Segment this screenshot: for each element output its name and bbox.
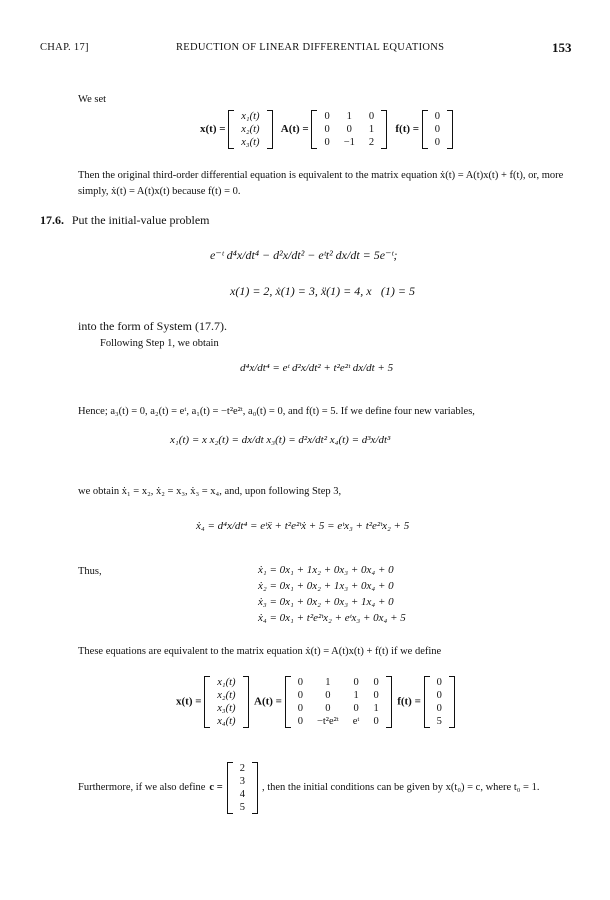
A-label: A(t) = <box>280 123 309 136</box>
page-number: 153 <box>552 40 572 55</box>
x-label: x(t) = <box>200 123 226 136</box>
hence-text: Hence; a₃(t) = 0, a₂(t) = eᵗ, a₁(t) = −t²e²ᵗ, a₀(t) = 0, and f(t) = 5. If we define four new variables, <box>78 406 475 417</box>
f-entry: 0 <box>436 703 442 714</box>
f-entry: 5 <box>436 716 442 727</box>
system-line: ẋ₄ = 0x₁ + t²e²ᵗx₂ + eᵗx₃ + 0x₄ + 5 <box>258 612 406 624</box>
x-entry: x₂(t) <box>241 124 260 135</box>
system-line: ẋ₂ = 0x₁ + 0x₂ + 1x₃ + 0x₄ + 0 <box>258 580 394 592</box>
A-entry: −t²e²ᵗ <box>316 716 339 727</box>
A-entry: 0 <box>324 124 330 135</box>
problem-ode: e⁻ᵗ d⁴x/dt⁴ − d²x/dt² − eᵗt² dx/dt = 5e⁻ᵗ; <box>210 248 398 262</box>
x4-dot-equation: ẋ₄ = d⁴x/dt⁴ = eᵗẍ + t²e²ᵗẋ + 5 = eᵗx₃ + t²e²ᵗx₂ + 5 <box>196 520 410 532</box>
new-variables: x₁(t) = x x₂(t) = dx/dt x₃(t) = d²x/dt² x₄(t) = d³x/dt³ <box>170 434 391 446</box>
problem-number: 17.6. <box>40 213 64 227</box>
f-entry: 0 <box>434 111 441 122</box>
furthermore-text: Furthermore, if we also define <box>78 782 206 793</box>
first-matrix-definitions <box>200 110 453 149</box>
running-head-title: REDUCTION OF LINEAR DIFFERENTIAL EQUATIONS <box>176 42 445 53</box>
A-entry: −1 <box>343 137 355 148</box>
x-entry: x₁(t) <box>217 677 236 688</box>
A-entry: 0 <box>373 690 379 701</box>
thus-text: Thus, <box>78 566 102 577</box>
into-form-text: into the form of System (17.7). <box>78 319 227 333</box>
A-entry: 0 <box>297 703 303 714</box>
A-matrix <box>285 676 392 728</box>
A-entry: 0 <box>297 677 303 688</box>
f-label: f(t) = <box>397 695 421 708</box>
A-entry: 0 <box>353 677 359 688</box>
A-entry: 0 <box>368 111 375 122</box>
paragraph-equivalence: Then the original third-order differential equation is equivalent to the matrix equation ẋ(t) = A(t)x(t) + f(t), or, more simply, ẋ(t) = A(t)x(t) because f(t) = 0. <box>78 170 564 197</box>
c-entry: 5 <box>239 802 245 813</box>
A-entry: 0 <box>373 677 379 688</box>
furthermore-line <box>78 762 539 814</box>
step1-equation: d⁴x/dt⁴ = eᵗ d²x/dt² + t²e²ᵗ dx/dt + 5 <box>240 362 394 374</box>
x-entry: x₄(t) <box>217 716 236 727</box>
problem-heading <box>40 212 210 230</box>
system-line: ẋ₁ = 0x₁ + 1x₂ + 0x₃ + 0x₄ + 0 <box>258 564 394 576</box>
c-label: c = <box>209 782 223 793</box>
A-entry: 0 <box>353 703 359 714</box>
running-head-chapter: CHAP. 17] <box>40 42 89 53</box>
f-label: f(t) = <box>395 123 420 136</box>
A-entry: 0 <box>324 111 330 122</box>
x-entry: x₃(t) <box>217 703 236 714</box>
f-entry: 0 <box>434 124 441 135</box>
then-text: , then the initial conditions can be given by x(t₀) = c, where t₀ = 1. <box>261 782 540 793</box>
c-entry: 3 <box>239 776 245 787</box>
f-vector <box>422 110 453 149</box>
problem-statement: Put the initial-value problem <box>71 213 210 227</box>
initial-conditions: x(1) = 2, ẋ(1) = 3, ẍ(1) = 4, x⃛(1) = 5 <box>230 284 415 298</box>
f-entry: 0 <box>434 137 441 148</box>
A-entry: 2 <box>368 137 375 148</box>
x-vector <box>228 110 272 149</box>
f-entry: 0 <box>436 690 442 701</box>
x-entry: x₃(t) <box>241 137 260 148</box>
obtain-text: we obtain ẋ₁ = x₂, ẋ₂ = x₃, ẋ₃ = x₄, and, upon following Step 3, <box>78 486 342 497</box>
c-entry: 4 <box>239 789 245 800</box>
A-entry: 1 <box>373 703 379 714</box>
we-set-text: We set <box>78 94 107 105</box>
A-entry: 1 <box>346 111 352 122</box>
system-line: ẋ₃ = 0x₁ + 0x₂ + 0x₃ + 1x₄ + 0 <box>258 596 394 608</box>
f-entry: 0 <box>436 677 442 688</box>
x-vector <box>204 676 248 728</box>
A-entry: 0 <box>297 690 303 701</box>
c-entry: 2 <box>239 763 245 774</box>
A-entry: 0 <box>324 137 330 148</box>
A-matrix <box>311 110 387 149</box>
c-vector <box>227 762 258 814</box>
A-entry: 0 <box>346 124 352 135</box>
A-entry: eᵗ <box>352 716 360 727</box>
x-entry: x₂(t) <box>217 690 236 701</box>
second-matrix-definitions <box>176 676 455 728</box>
x-entry: x₁(t) <box>241 111 260 122</box>
x-label: x(t) = <box>176 695 202 708</box>
f-vector <box>424 676 455 728</box>
A-entry: 1 <box>353 690 359 701</box>
A-entry: 0 <box>373 716 379 727</box>
system-equations <box>258 562 406 626</box>
step1-text: Following Step 1, we obtain <box>100 338 219 349</box>
A-entry: 0 <box>325 703 331 714</box>
A-entry: 0 <box>325 690 331 701</box>
A-entry: 1 <box>368 124 375 135</box>
A-label: A(t) = <box>254 695 282 708</box>
A-entry: 0 <box>297 716 303 727</box>
equivalent-text: These equations are equivalent to the matrix equation ẋ(t) = A(t)x(t) + f(t) if we define <box>78 646 442 657</box>
A-entry: 1 <box>325 677 331 688</box>
